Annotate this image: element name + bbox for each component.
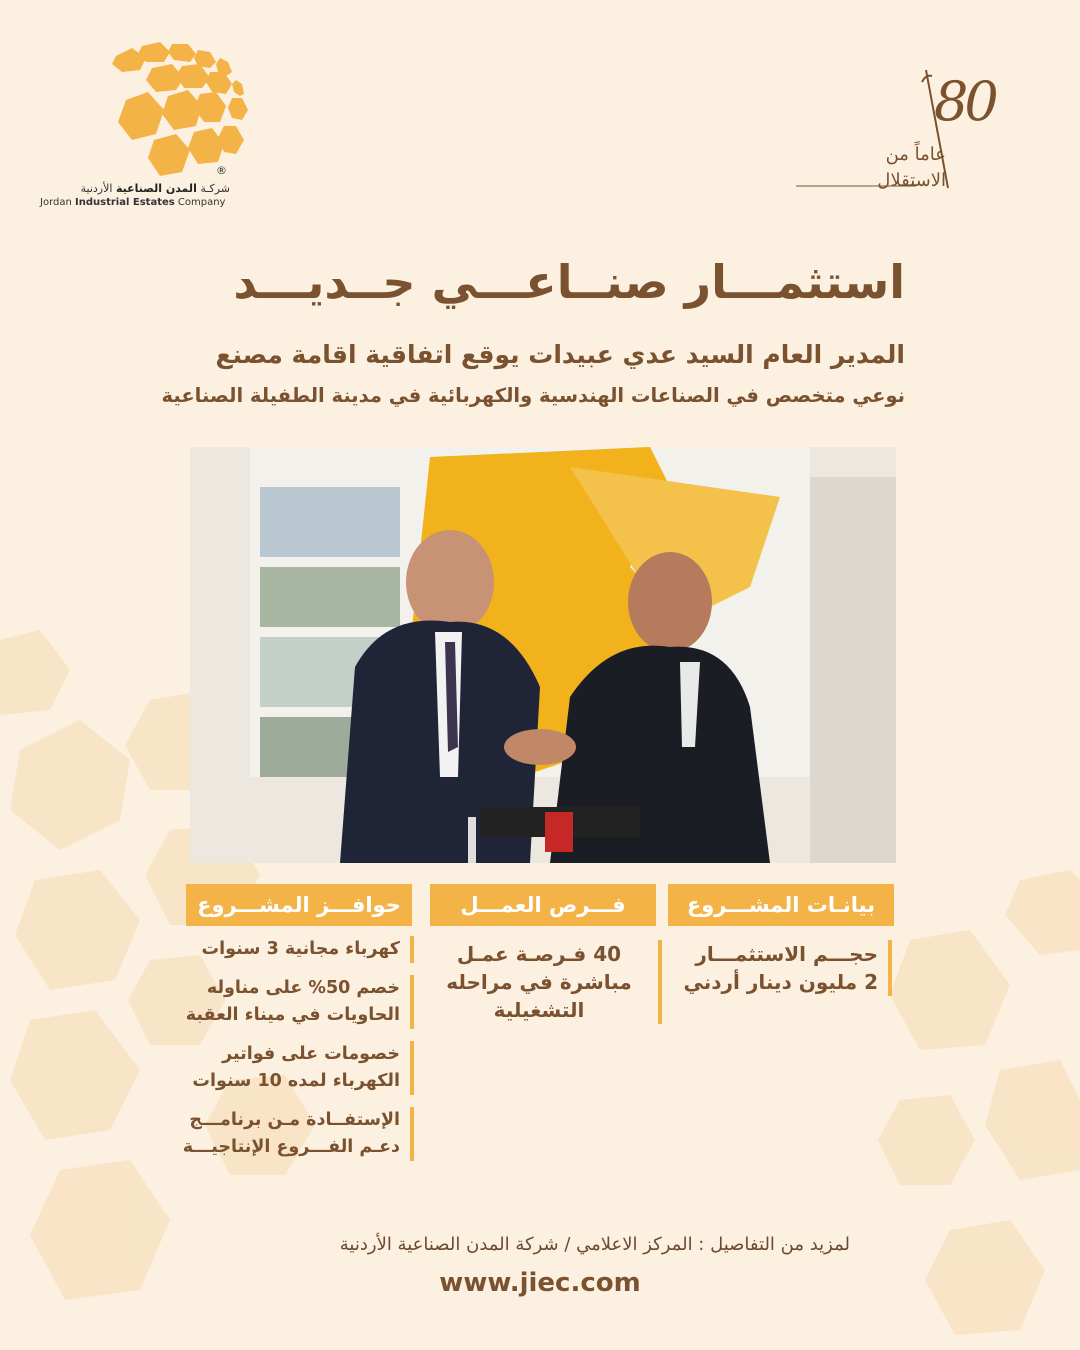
independence-80-logo [776, 62, 1036, 202]
jobs-header: فـــرص العمـــل [430, 884, 656, 926]
project-data-column [680, 940, 892, 1008]
contact-details: لمزيد من التفاصيل : المركز الاعلامي / شركة المدن الصناعية الأردنية [339, 1234, 850, 1255]
anniversary-number: 80 [934, 70, 995, 133]
list-item: الإستفــادة مـن برنامـــج دعـم الفـــروع الإنتاجيـــة [180, 1107, 414, 1161]
jiec-logo [40, 40, 240, 215]
anniversary-line-1: عاماً من [885, 144, 946, 165]
list-item: خصومات على فواتير الكهرباء لمده 10 سنوات [180, 1041, 414, 1095]
subtitle-secondary: نوعي متخصص في الصناعات الهندسية والكهربائية في مدينة الطفيلة الصناعية [161, 384, 905, 407]
registered-mark: ® [216, 164, 227, 177]
list-item: حجـــم الاستثمـــار 2 مليون دينار أردني [680, 940, 892, 996]
anniversary-line-2: الاستقلال [877, 170, 946, 191]
incentives-column [180, 936, 414, 1173]
logo-arabic-name: شركـة المدن الصناعية الأردنية [80, 182, 230, 195]
list-item: خصم 50% على مناوله الحاويات في ميناء العقبة [180, 975, 414, 1029]
list-item: كهرباء مجانية 3 سنوات [180, 936, 414, 963]
list-item: 40 فـرصـة عمـل مباشرة في مراحله التشغيلية [430, 940, 662, 1024]
subtitle-primary: المدير العام السيد عدي عبيدات يوقع اتفاقية اقامة مصنع [215, 340, 905, 369]
logo-english-name: Jordan Industrial Estates Company [40, 197, 226, 208]
jobs-column [430, 940, 662, 1036]
project-data-header: بيانـات المشـــروع [668, 884, 894, 926]
signing-ceremony-photo [190, 447, 896, 863]
page-title: استثمـــار صنــاعـــي جــديـــد [233, 255, 905, 309]
incentives-header: حوافـــز المشـــروع [186, 884, 412, 926]
hexagon-globe-icon [76, 40, 256, 180]
website-link[interactable]: www.jiec.com [439, 1268, 641, 1298]
